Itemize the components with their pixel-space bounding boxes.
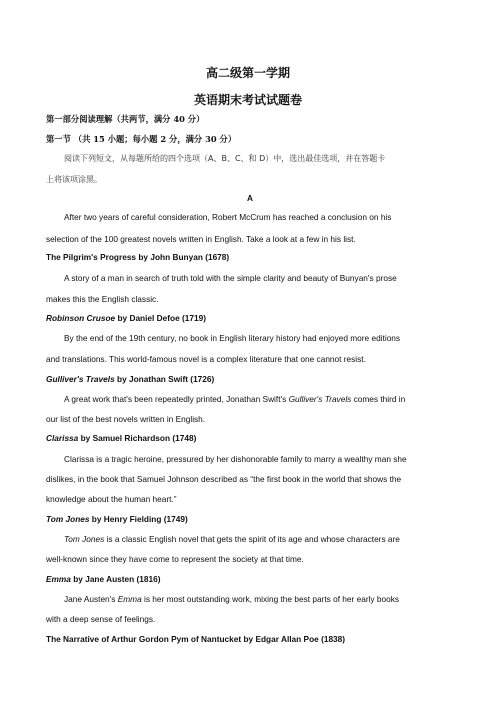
book-title: The Narrative of Arthur Gordon Pym of Nantucket [46, 634, 242, 644]
text-segment: is a classic English novel that gets the spirit of its age and whose characters are [104, 534, 400, 544]
book-author: by Edgar Allan Poe (1838) [241, 634, 346, 644]
book-heading-arthur-gordon-pym [46, 634, 454, 645]
book-title: Robinson Crusoe [46, 313, 116, 323]
book-heading-clarissa [46, 433, 454, 444]
book-description-line: By the end of the 19th century, no book in English literary history had enjoyed more editions [64, 333, 401, 343]
book-author: by Jane Austen (1816) [70, 574, 161, 584]
book-heading-gullivers-travels [46, 374, 454, 385]
book-author: by Henry Fielding (1749) [89, 514, 188, 524]
book-description-line [46, 394, 454, 405]
book-description-line: dislikes, in the book that Samuel Johnson described as “the first book in the world that shows the [46, 474, 402, 484]
book-description-line: and translations. This world-famous novel is a complex literature that one cannot resist. [46, 354, 366, 364]
book-heading-tom-jones [46, 514, 454, 525]
book-author: by John Bunyan (1678) [136, 252, 230, 262]
document-subtitle: 英语期末考试试题卷 [193, 93, 302, 107]
document-title: 高二级第一学期 [205, 66, 290, 80]
book-title: Emma [46, 574, 71, 584]
text-segment: A great work that's been repeatedly printed, Jonathan Swift's [64, 394, 289, 404]
book-title: Tom Jones [46, 514, 90, 524]
instruction-line-2: 上将该项涂黑。 [46, 175, 102, 184]
part-heading: 第一部分阅读理解（共两节，满分 40 分） [46, 114, 205, 124]
book-description-line: Clarissa is a tragic heroine, pressured by her dishonorable family to marry a wealthy man she [64, 454, 407, 464]
book-title: Clarissa [46, 433, 79, 443]
text-segment: comes third in [351, 394, 406, 404]
section-heading: 第一节 （共 15 小题；每小题 2 分，满分 30 分） [46, 134, 237, 144]
book-description-line: makes this the English classic. [46, 294, 159, 304]
text-segment: is her most outstanding work, mixing the best parts of her early books [141, 594, 400, 604]
book-title-inline: Tom Jones [64, 534, 105, 544]
book-description-line: our list of the best novels written in English. [46, 414, 206, 424]
book-title-inline: Gulliver's Travels [288, 394, 352, 404]
book-author: by Samuel Richardson (1748) [78, 433, 197, 443]
book-description-line: with a deep sense of feelings. [46, 614, 156, 624]
book-heading-robinson-crusoe [46, 313, 454, 324]
text-segment: Jane Austen's [64, 594, 118, 604]
intro-line-1: After two years of careful consideration, Robert McCrum has reached a conclusion on his [64, 212, 392, 222]
book-heading-pilgrims-progress [46, 252, 454, 263]
book-author: by Daniel Defoe (1719) [115, 313, 206, 323]
book-title-inline: Emma [117, 594, 142, 604]
book-description-line [46, 594, 454, 605]
passage-label: A [247, 193, 253, 203]
book-author: by Jonathan Swift (1726) [114, 374, 215, 384]
book-description-line: A story of a man in search of truth told with the simple clarity and beauty of Bunyan's prose [64, 273, 397, 283]
book-description-line [46, 534, 454, 545]
book-description-line: well-known since they have come to represent the society at that time. [46, 554, 304, 564]
instruction-line-1: 阅读下列短文，从每题所给的四个选项（A、B、C、和 D）中，选出最佳选项，并在答题卡 [64, 154, 386, 163]
book-description-line: knowledge about the human heart.” [46, 494, 177, 504]
book-title: Gulliver's Travels [46, 374, 115, 384]
book-title: The Pilgrim's Progress [46, 252, 137, 262]
book-heading-emma [46, 574, 454, 585]
intro-line-2: selection of the 100 greatest novels written in English. Take a look at a few in his list. [46, 234, 356, 244]
